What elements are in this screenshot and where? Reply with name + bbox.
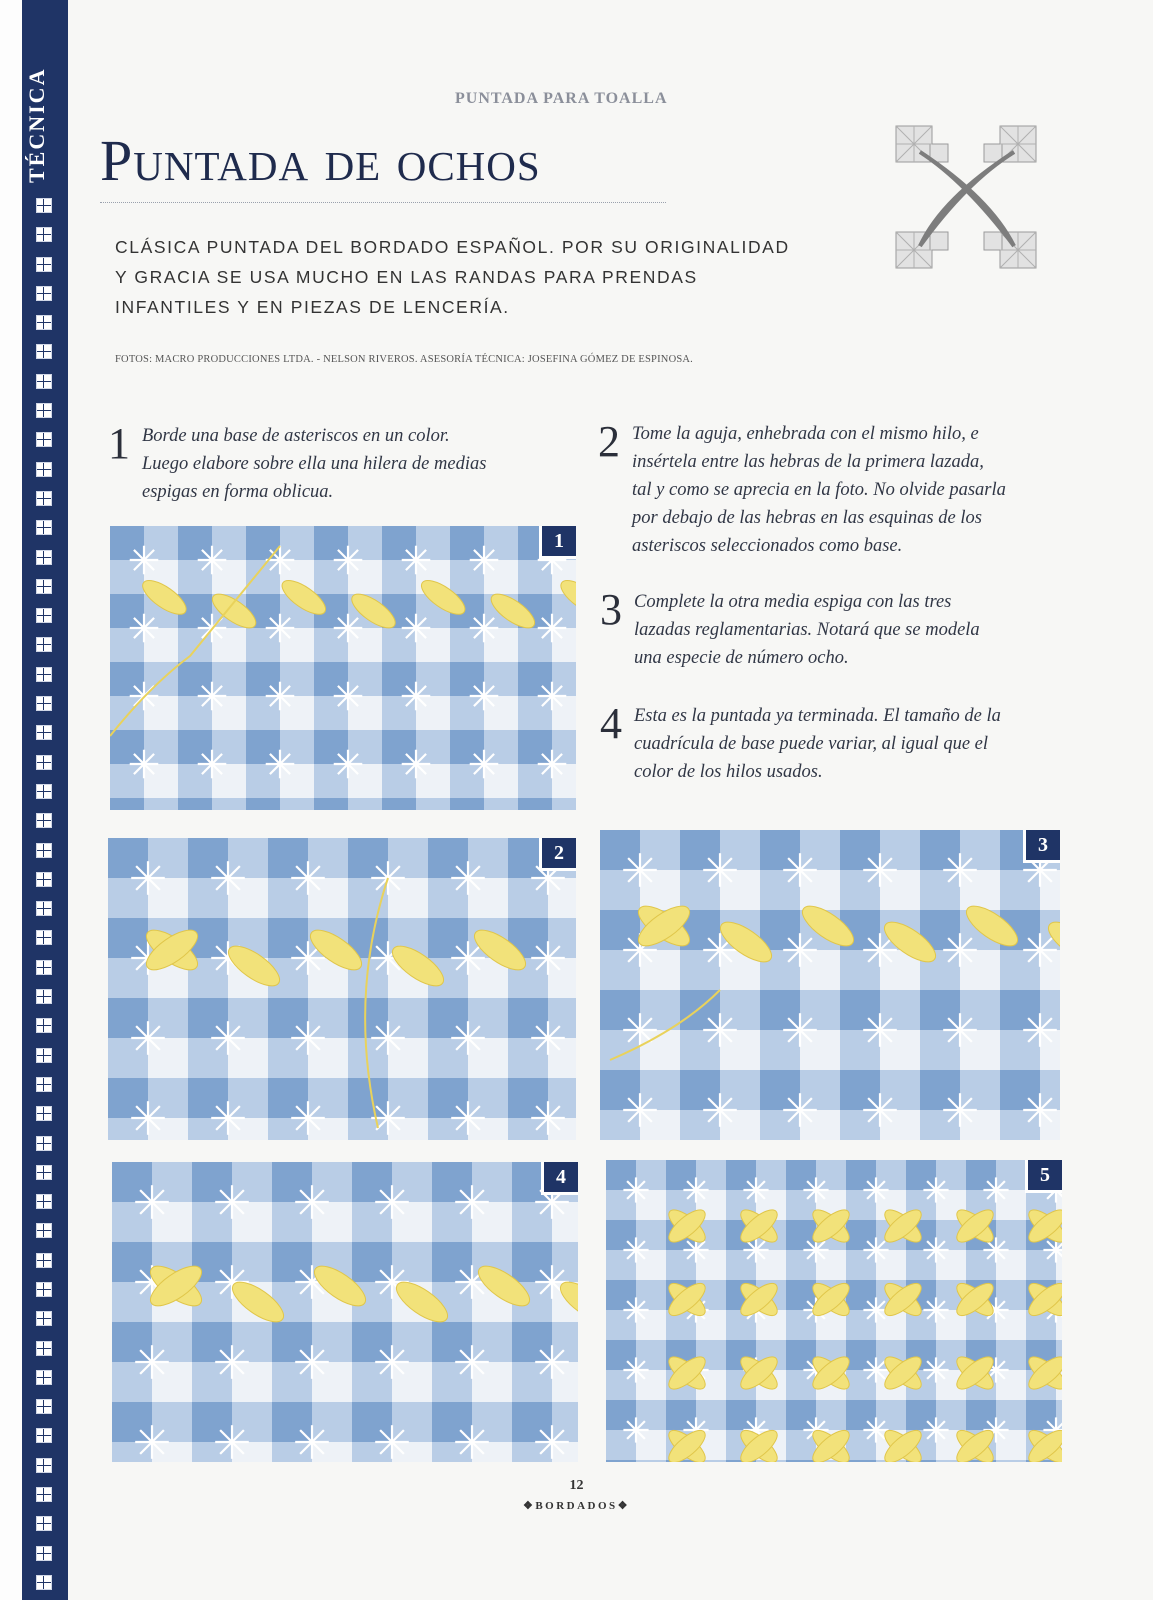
sidebar-square-ornament	[36, 374, 52, 389]
sidebar-square-ornament	[36, 1428, 52, 1443]
sidebar-square-ornament	[36, 1077, 52, 1092]
step-3	[600, 585, 1080, 672]
lead-paragraph	[115, 232, 835, 322]
sidebar-square-ornament	[36, 901, 52, 916]
sidebar-square-ornament	[36, 755, 52, 770]
photo-step-3	[600, 830, 1060, 1140]
gingham-fabric-illustration	[606, 1160, 1062, 1462]
lead-line: Y GRACIA SE USA MUCHO EN LAS RANDAS PARA PRENDAS	[115, 267, 698, 287]
sidebar-square-ornament	[36, 1223, 52, 1238]
sidebar-square-ornament	[36, 960, 52, 975]
sidebar-square-ornament	[36, 1194, 52, 1209]
sidebar-square-ornament	[36, 1399, 52, 1414]
title-divider	[100, 202, 666, 204]
sidebar-strip	[0, 0, 68, 1600]
sidebar-square-ornament	[36, 520, 52, 535]
sidebar-square-ornament	[36, 579, 52, 594]
step-number: 3	[600, 585, 622, 634]
sidebar-square-column	[36, 198, 54, 1590]
sidebar-square-ornament	[36, 432, 52, 447]
lead-line: CLÁSICA PUNTADA DEL BORDADO ESPAÑOL. POR SU ORIGINALIDAD	[115, 237, 790, 257]
sidebar-square-ornament	[36, 813, 52, 828]
sidebar-square-ornament	[36, 1106, 52, 1121]
step-text: Complete la otra media espiga con las tres lazadas reglamentarias. Notará que se modela una especie de número ocho.	[634, 592, 980, 668]
sidebar-square-ornament	[36, 1048, 52, 1063]
gingham-fabric-illustration	[112, 1162, 578, 1462]
stitch-motif-illustration	[890, 122, 1060, 292]
step-text: Tome la aguja, enhebrada con el mismo hilo, e insértela entre las hebras de la primera lazada, tal y como se aprecia en la foto. No olvide pasarla por debajo de las hebras en las esquinas de los asteriscos seleccionados como base.	[632, 424, 1006, 556]
photo-credits: FOTOS: MACRO PRODUCCIONES LTDA. - NELSON RIVEROS. ASESORÍA TÉCNICA: JOSEFINA GÓMEZ DE ESPINOSA.	[115, 354, 694, 365]
sidebar-square-ornament	[36, 227, 52, 242]
photo-badge: 3	[1023, 830, 1060, 863]
sidebar-square-ornament	[36, 344, 52, 359]
page-title: Puntada de ochos	[100, 128, 541, 193]
step-2	[598, 417, 1078, 560]
gingham-fabric-illustration	[600, 830, 1060, 1140]
sidebar-square-ornament	[36, 550, 52, 565]
photo-step-5	[606, 1160, 1062, 1462]
photo-badge: 1	[539, 526, 576, 559]
photo-step-2	[108, 838, 576, 1140]
kicker: PUNTADA PARA TOALLA	[455, 90, 668, 107]
sidebar-square-ornament	[36, 1282, 52, 1297]
sidebar-square-ornament	[36, 315, 52, 330]
photo-badge: 4	[541, 1162, 578, 1195]
step-text: Borde una base de asteriscos en un color. Luego elabore sobre ella una hilera de medias espigas en forma oblicua.	[142, 426, 487, 502]
lead-line: INFANTILES Y EN PIEZAS DE LENCERÍA.	[115, 297, 510, 317]
step-number: 1	[108, 419, 130, 468]
photo-step-1	[110, 526, 576, 810]
sidebar-square-ornament	[36, 1575, 52, 1590]
sidebar-square-ornament	[36, 1253, 52, 1268]
sidebar-square-ornament	[36, 1136, 52, 1151]
step-4	[600, 699, 1090, 786]
sidebar-square-ornament	[36, 1546, 52, 1561]
step-number: 2	[598, 417, 620, 466]
step-text: Esta es la puntada ya terminada. El tamaño de la cuadrícula de base puede variar, al igual que el color de los hilos usados.	[634, 706, 1001, 782]
photo-badge: 5	[1025, 1160, 1062, 1193]
gingham-fabric-illustration	[108, 838, 576, 1140]
sidebar-square-ornament	[36, 462, 52, 477]
sidebar-square-ornament	[36, 637, 52, 652]
step-number: 4	[600, 699, 622, 748]
sidebar-square-ornament	[36, 257, 52, 272]
sidebar-square-ornament	[36, 1516, 52, 1531]
sidebar-square-ornament	[36, 784, 52, 799]
step-1	[108, 419, 578, 506]
sidebar-square-ornament	[36, 989, 52, 1004]
sidebar-square-ornament	[36, 1165, 52, 1180]
sidebar-square-ornament	[36, 1018, 52, 1033]
sidebar-square-ornament	[36, 1458, 52, 1473]
sidebar-square-ornament	[36, 1311, 52, 1326]
photo-step-4	[112, 1162, 578, 1462]
page-number: 12	[569, 1478, 584, 1493]
sidebar-square-ornament	[36, 198, 52, 213]
sidebar-square-ornament	[36, 491, 52, 506]
sidebar-square-ornament	[36, 1370, 52, 1385]
photo-badge: 2	[539, 838, 576, 871]
sidebar-square-ornament	[36, 843, 52, 858]
sidebar-square-ornament	[36, 725, 52, 740]
sidebar-square-ornament	[36, 608, 52, 623]
sidebar-square-ornament	[36, 286, 52, 301]
sidebar-square-ornament	[36, 696, 52, 711]
sidebar-square-ornament	[36, 930, 52, 945]
sidebar-square-ornament	[36, 872, 52, 887]
gingham-fabric-illustration	[110, 526, 576, 810]
sidebar-square-ornament	[36, 667, 52, 682]
sidebar-square-ornament	[36, 403, 52, 418]
sidebar-square-ornament	[36, 1341, 52, 1356]
magazine-name: ❖BORDADOS❖	[522, 1500, 631, 1512]
section-label: TÉCNICA	[24, 67, 49, 183]
